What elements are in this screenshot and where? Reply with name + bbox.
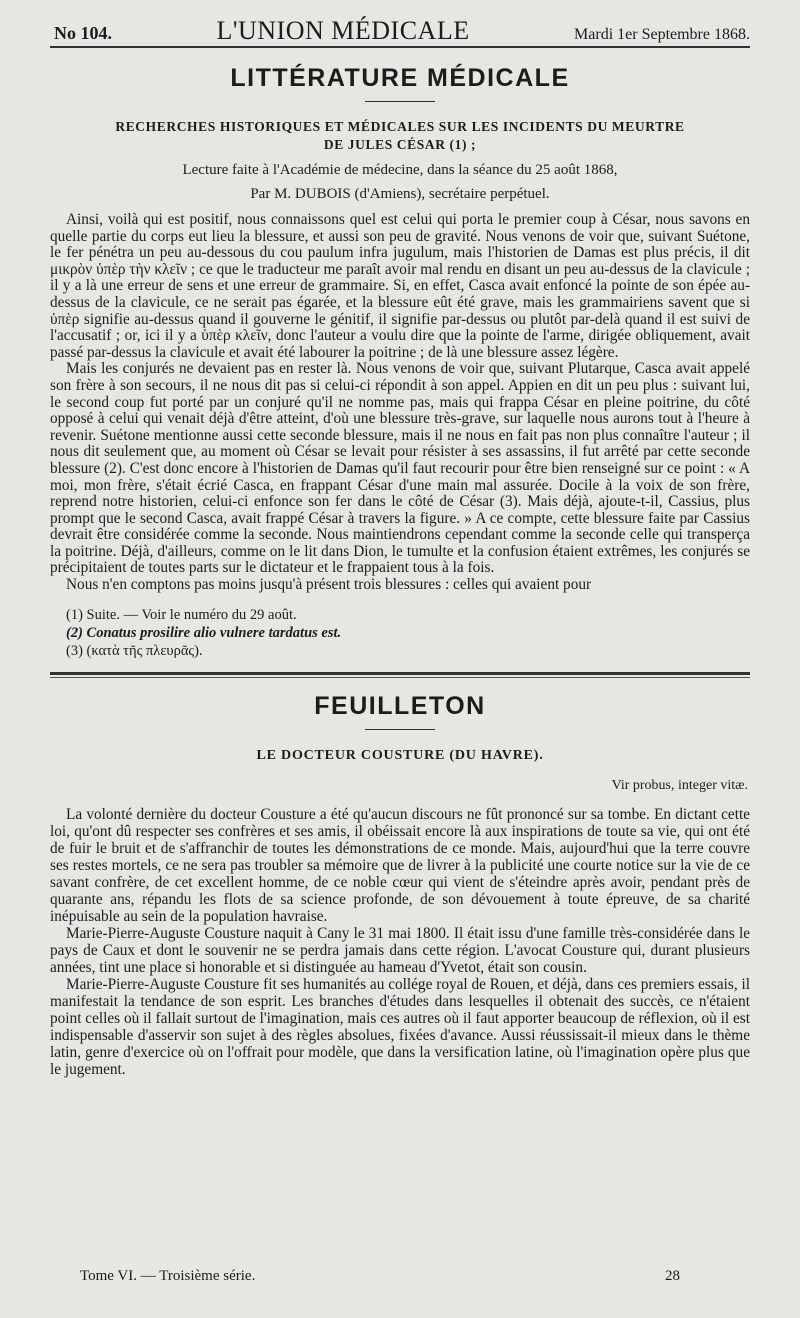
section-divider	[365, 101, 435, 102]
feuilleton-paragraph: Marie-Pierre-Auguste Cousture naquit à Cany le 31 mai 1800. Il était issu d'une famille très-considérée dans le pays de Caux et dont le souvenir ne se perdra jamais dans cette région. L'avocat Cousture qui, durant plusieurs années, tint une place si honorable et si distinguée au hameau d'Yvetot, était son cousin.	[50, 924, 750, 976]
issue-number: No 104.	[54, 23, 112, 43]
article-title-line2: DE JULES CÉSAR (1) ;	[323, 137, 477, 152]
article-paragraph: Mais les conjurés ne devaient pas en rester là. Nous venons de voir que, suivant Plutarque, Casca avait appelé son frère à son secours, il ne nous dit pas si celui-ci répondit à son appel. Appien en dit un peu plus : suivant lui, le second coup fut porté par un conjuré qu'il ne nomme pas, mais qui frappa César en pleine poitrine, du côté opposé à celui qui venait déjà d'être atteint, d'où une blessure très-grave, sur laquelle nous aurons tout à l'heure à revenir. Suétone mentionne aussi cette seconde blessure, mais il ne nous en fait pas non plus connaître l'auteur ; il nous dit seulement que, au moment où César se levait pour résister à ses assassins, il fut arrêté par cette seconde blessure (2). C'est donc encore à l'historien de Damas qu'il faut recourir pour être bien renseigné sur ce point : « A moi, mon frère, s'était écrié Casca, en frappant César d'une main mal assurée. Docile à la voix de son frère, reprend notre historien, celui-ci enfonce son fer dans le côté de César (3). Mais déjà, ajoute-t-il, Cassius, plus prompt que le second Casca, avait frappé César à travers la figure. » A ce compte, cette blessure faite par Cassius devrait être considérée comme la seconde. Nous maintiendrons cependant comme la seconde celle qui transperça la poitrine. Déjà, d'ailleurs, comme on le lit dans Dion, le tumulte et la confusion étaient extrêmes, les conjurés se précipitaient de toutes parts sur le dictateur et le frappaient tous à la fois.	[50, 360, 750, 577]
feuilleton-rule	[50, 672, 750, 678]
footnote: (3) (κατὰ τῆς πλευρᾶς).	[66, 642, 203, 659]
page-footer	[80, 1268, 680, 1285]
feuilleton-subtitle: LE DOCTEUR COUSTURE (DU HAVRE).	[256, 747, 544, 763]
journal-title: L'UNION MÉDICALE	[216, 16, 470, 45]
tome-label: Tome VI. — Troisième série.	[80, 1268, 256, 1284]
feuilleton-divider	[365, 729, 435, 730]
byline: Par M. DUBOIS (d'Amiens), secrétaire perpétuel.	[250, 186, 550, 202]
issue-date: Mardi 1er Septembre 1868.	[574, 26, 750, 43]
article-body	[50, 212, 750, 594]
page-number: 28	[665, 1268, 680, 1284]
feuilleton-title: FEUILLETON	[314, 691, 486, 720]
section-title: LITTÉRATURE MÉDICALE	[230, 64, 570, 92]
article-title-line1: RECHERCHES HISTORIQUES ET MÉDICALES SUR LES INCIDENTS DU MEURTRE	[115, 119, 685, 134]
article-paragraph: Ainsi, voilà qui est positif, nous connaissons quel est celui qui porta le premier coup à César, nous savons en quelle partie du corps eut lieu la blessure, et aussi son peu de gravité. Nous venons de voir que, suivant Suétone, le fer pénétra un peu au-dessous du cou paulum infra jugulum, mais l'historien de Damas est plus précis, il dit μικρὸν ὑπὲρ τὴν κλεῖν ; ce que le traducteur me paraît avoir mal rendu en disant un peu au-dessus de la clavicule ; il y a là une erreur de sens et une erreur de grammaire. Si, en effet, Casca avait enfoncé la pointe de son épée au-dessus de la clavicule, ce ne serait pas égarée, et la blessure eût été grave, mais les grammairiens savent que si ὑπὲρ signifie au-dessus quand il gouverne le génitif, il signifie par-dessus ou plutôt par-delà quand il est suivi de l'accusatif ; or, ici il y a ὑπὲρ κλεῖν, donc l'auteur a voulu dire que la pointe de l'arme, dirigée obliquement, avait passé par-dessus la clavicule et avait été labourer la poitrine ; de là une blessure assez légère.	[50, 211, 750, 361]
header-rule	[50, 46, 750, 48]
running-head	[50, 0, 750, 45]
footnote	[50, 624, 750, 642]
footnote: (1) Suite. — Voir le numéro du 29 août.	[66, 606, 297, 623]
feuilleton-paragraph: La volonté dernière du docteur Cousture a été qu'aucun discours ne fût prononcé sur sa tombe. En dictant cette loi, qu'ont dû respecter ses confrères et ses amis, il obéissait encore là aux inspirations de toute sa vie, qui ont été de fuir le bruit et de s'affranchir de toutes les démonstrations de ce monde. Mais, aujourd'hui que la terre couvre ses restes mortels, ce ne sera pas troubler sa mémoire que de livrer à la publicité une courte notice sur la vie de ce savant confrère, de cet excellent homme, de ce noble cœur qui vient de s'éteindre après avoir, pendant près de quarante ans, répandu les flots de sa science profonde, de son dévouement à toute épreuve, de sa charité inépuisable au sein de la population havraise.	[50, 805, 750, 925]
epigraph: Vir probus, integer vitæ.	[611, 777, 748, 793]
feuilleton-paragraph: Marie-Pierre-Auguste Cousture fit ses humanités au collége royal de Rouen, et déjà, dans ces premiers essais, il manifestait la tendance de son esprit. Les branches d'études dans lesquelles il obtenait des succès, ce n'étaient point celles où il fallait surtout de l'imagination, mais ces autres où il faut apporter beaucoup de réflexion, où il est indispensable d'asservir son sujet à des règles absolues, fixées d'avance. Aussi réussissait-il mieux dans le thème latin, genre d'exercice où on l'offrait pour modèle, que dans la versification latine, où l'imagination opère plus que le jugement.	[50, 975, 750, 1078]
feuilleton-body	[50, 806, 750, 1078]
article-paragraph: Nous n'en comptons pas moins jusqu'à présent trois blessures : celles qui avaient pour	[66, 576, 592, 594]
footnote-text: (2) Conatus prosilire alio vulnere tardatus est.	[66, 624, 342, 641]
lecture-line: Lecture faite à l'Académie de médecine, dans la séance du 25 août 1868,	[182, 162, 618, 178]
footnotes	[50, 606, 750, 660]
